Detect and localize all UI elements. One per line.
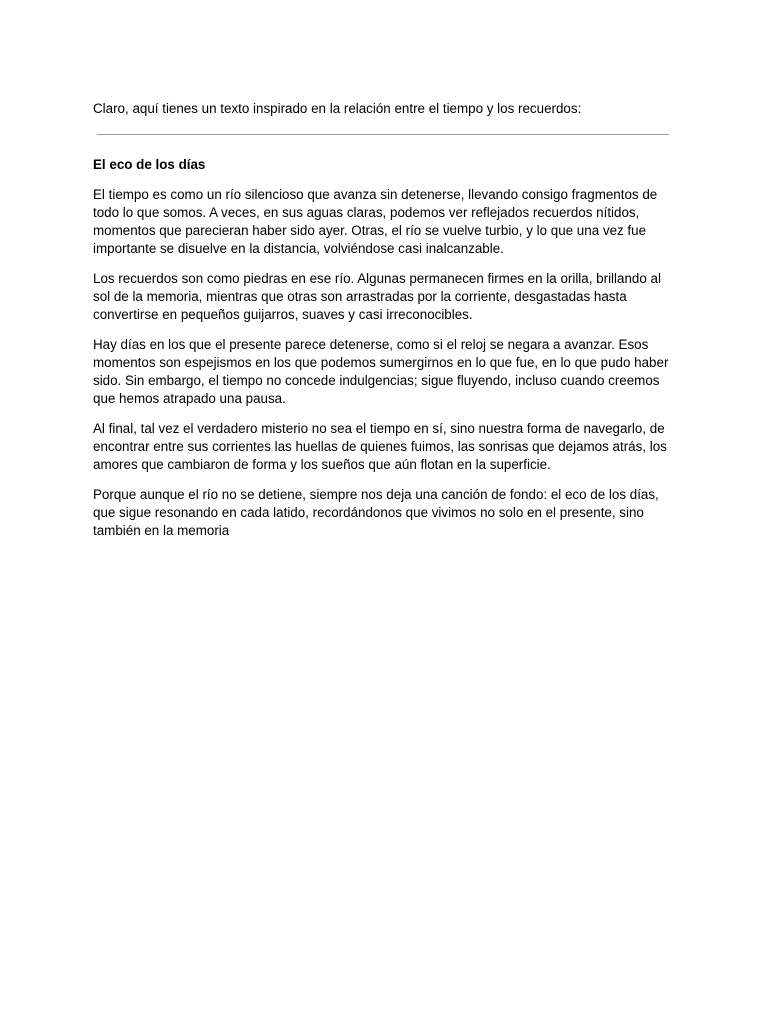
paragraph-2: Los recuerdos son como piedras en ese río. Algunas permanecen firmes en la orilla, brillando al sol de la memoria, mientras que otras son arrastradas por la corriente, desgastadas hasta convertirse en pequeños guijarros, suaves y casi irreconocibles.: [93, 271, 661, 322]
horizontal-divider: [97, 134, 669, 135]
intro-text: Claro, aquí tienes un texto inspirado en la relación entre el tiempo y los recuerdos:: [93, 101, 582, 116]
paragraph-5: Porque aunque el río no se detiene, siempre nos deja una canción de fondo: el eco de los días, que sigue resonando en cada latido, recordándonos que vivimos no solo en el presente, sino también en la memoria: [93, 487, 659, 538]
paragraph-1: El tiempo es como un río silencioso que avanza sin detenerse, llevando consigo fragmentos de todo lo que somos. A veces, en sus aguas claras, podemos ver reflejados recuerdos nítidos, momentos que parecieran haber sido ayer. Otras, el río se vuelve turbio, y lo que una vez fue importante se disuelve en la distancia, volviéndose casi inalcanzable.: [93, 187, 658, 256]
paragraph-3: Hay días en los que el presente parece detenerse, como si el reloj se negara a avanzar. Esos momentos son espejismos en los que podemos sumergirnos en lo que fue, en lo que pudo haber sido. Sin embargo, el tiempo no concede indulgencias; sigue fluyendo, incluso cuando creemos que hemos atrapado una pausa.: [93, 337, 669, 406]
document-page: [93, 99, 673, 540]
paragraph-4: Al final, tal vez el verdadero misterio no sea el tiempo en sí, sino nuestra forma de navegarlo, de encontrar entre sus corrientes las huellas de quienes fuimos, las sonrisas que dejamos atrás, los amores que cambiaron de forma y los sueños que aún flotan en la superficie.: [93, 421, 667, 472]
document-title: El eco de los días: [93, 157, 206, 172]
